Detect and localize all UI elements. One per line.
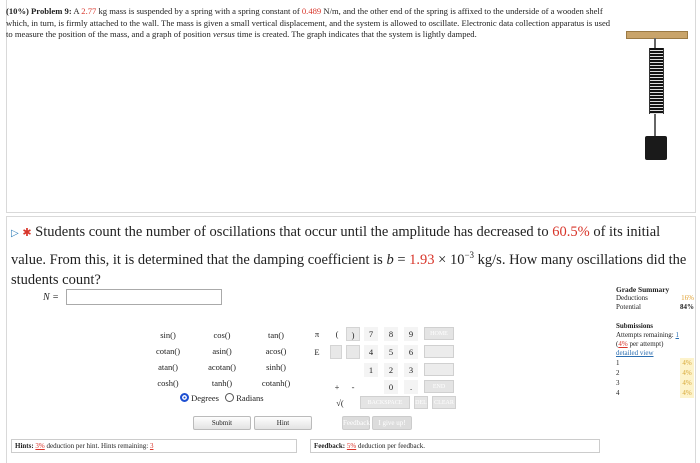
problem-text-4: time is created. The graph indicates that the system is lightly damped. — [237, 29, 477, 40]
key-plus[interactable]: + — [334, 382, 340, 392]
hint-button[interactable]: Hint — [254, 416, 312, 430]
spring-image — [649, 48, 664, 114]
key-5[interactable]: 5 — [384, 345, 398, 359]
question-text-3: kg/s. How many oscillations did the students count? — [11, 251, 687, 288]
shelf-image — [626, 31, 688, 39]
key-1[interactable]: 1 — [364, 363, 378, 377]
key-end[interactable]: END — [424, 380, 454, 393]
key-9[interactable]: 9 — [404, 327, 418, 341]
mass-block-image — [645, 136, 667, 160]
key-cotanh[interactable]: cotanh() — [261, 378, 291, 388]
spring-constant-value: 0.489 — [301, 6, 322, 16]
amplitude-percent: 60.5% — [552, 224, 590, 240]
radians-radio[interactable] — [225, 393, 234, 402]
question-statement — [11, 222, 695, 290]
status-star-icon: ✱ — [22, 227, 32, 239]
key-tan[interactable]: tan() — [267, 330, 285, 340]
key-acotan[interactable]: acotan() — [208, 362, 236, 372]
key-pi[interactable]: π — [314, 329, 320, 339]
answer-label: N = — [43, 292, 59, 303]
key-minus[interactable]: - — [351, 382, 355, 392]
hints-bar — [11, 439, 297, 453]
attempt-number: 4 — [616, 389, 620, 397]
spring-hook — [654, 38, 656, 48]
exponent: −3 — [464, 249, 475, 260]
key-up[interactable] — [424, 345, 454, 358]
key-8[interactable]: 8 — [384, 327, 398, 341]
deductions-value: 16% — [681, 294, 694, 302]
key-7[interactable]: 7 — [364, 327, 378, 341]
feedback-bar — [310, 439, 600, 453]
key-dot[interactable]: . — [404, 380, 418, 394]
problem-text-1: A — [73, 6, 80, 16]
key-close-paren[interactable]: ) — [346, 327, 360, 341]
key-sinh[interactable]: sinh() — [266, 362, 286, 372]
problem-statement — [6, 6, 618, 41]
attempt-value: 4% — [680, 358, 694, 368]
degrees-label: Degrees — [191, 393, 219, 403]
problem-text-3: N/m, and the other end of the spring is affixed to the underside of a wooden shelf which, in turn, is firmly attached to the wall. The mass is given a small vertical displacement, and the system is allowed to oscillate. Electronic data collection apparatus is used to measure the position of the mass, and a graph of position — [6, 6, 611, 40]
attempt-number: 2 — [616, 369, 620, 377]
feedback-deduction: 5% — [346, 442, 357, 450]
keypad — [150, 325, 460, 415]
key-blank-1[interactable] — [330, 345, 342, 359]
equals-sign: = — [397, 251, 406, 268]
per-attempt-pct: 4% — [618, 340, 628, 348]
potential-value: 84% — [680, 303, 694, 311]
problem-label: (10%) Problem 9: — [6, 6, 72, 16]
attempts-label: Attempts remaining: — [616, 331, 674, 339]
key-down[interactable] — [424, 363, 454, 376]
key-cosh[interactable]: cosh() — [157, 378, 179, 388]
deductions-label: Deductions — [616, 294, 648, 302]
attempts-value: 1 — [675, 331, 679, 339]
key-sqrt[interactable]: √( — [336, 398, 344, 408]
attempt-value: 4% — [680, 388, 694, 398]
question-text-2: of its initial value. From this, it is determined that the damping coefficient is — [11, 224, 661, 268]
answer-input[interactable] — [66, 289, 222, 305]
attempt-number: 3 — [616, 379, 620, 387]
attempt-value: 4% — [680, 378, 694, 388]
key-open-paren[interactable]: ( — [335, 329, 339, 339]
radians-label: Radians — [236, 393, 264, 403]
feedback-label: Feedback: — [314, 442, 346, 450]
feedback-button[interactable]: Feedback — [342, 416, 370, 430]
submit-button[interactable]: Submit — [193, 416, 251, 430]
key-clear[interactable]: CLEAR — [432, 396, 456, 409]
expand-arrow-icon[interactable]: ▷ — [11, 228, 19, 239]
attempt-value: 4% — [680, 368, 694, 378]
key-tanh[interactable]: tanh() — [211, 378, 233, 388]
key-atan[interactable]: atan() — [158, 362, 178, 372]
key-6[interactable]: 6 — [404, 345, 418, 359]
key-3[interactable]: 3 — [404, 363, 418, 377]
hints-label: Hints: — [15, 442, 34, 450]
times-ten: × 10 — [438, 251, 465, 268]
question-text-1: Students count the number of oscillations that occur until the amplitude has decreased to — [35, 224, 549, 240]
problem-versus: versus — [212, 29, 235, 40]
key-asin[interactable]: asin() — [212, 346, 232, 356]
key-sin[interactable]: sin() — [160, 330, 176, 340]
hints-text: deduction per hint. Hints remaining: — [46, 442, 149, 450]
hints-remaining: 3 — [149, 442, 154, 450]
feedback-text: deduction per feedback. — [357, 442, 426, 450]
key-del[interactable]: DEL — [414, 396, 428, 409]
key-cotan[interactable]: cotan() — [155, 346, 181, 356]
key-acos[interactable]: acos() — [265, 346, 287, 356]
key-2[interactable]: 2 — [384, 363, 398, 377]
grade-summary: Grade Summary Deductions 16% Potential 84% Submissions Attempts remaining: 1 (4% per attempt) detailed view 1 4% 2 4% 3 4% 4 4% — [616, 285, 694, 397]
spring-rod — [654, 114, 656, 136]
key-e[interactable]: E — [314, 347, 320, 357]
submissions-title: Submissions — [616, 322, 653, 330]
give-up-button[interactable]: I give up! — [372, 416, 412, 430]
grade-summary-title: Grade Summary — [616, 285, 670, 294]
key-cos[interactable]: cos() — [213, 330, 231, 340]
key-backspace[interactable]: BACKSPACE — [360, 396, 410, 409]
degrees-radio[interactable] — [180, 393, 189, 402]
key-0[interactable]: 0 — [384, 380, 398, 394]
attempt-number: 1 — [616, 359, 620, 367]
problem-text-2: kg mass is suspended by a spring with a spring constant of — [98, 6, 300, 16]
angle-mode — [180, 393, 264, 403]
per-attempt-label: per attempt) — [629, 340, 664, 348]
mass-value: 2.77 — [81, 6, 97, 16]
detailed-view-link[interactable]: detailed view — [616, 349, 654, 357]
damping-variable: b — [386, 251, 394, 268]
key-blank-2[interactable] — [346, 345, 360, 359]
hint-deduction: 3% — [35, 442, 45, 450]
damping-value: 1.93 — [409, 251, 435, 268]
key-home[interactable]: HOME — [424, 327, 454, 340]
key-4[interactable]: 4 — [364, 345, 378, 359]
potential-label: Potential — [616, 303, 641, 311]
